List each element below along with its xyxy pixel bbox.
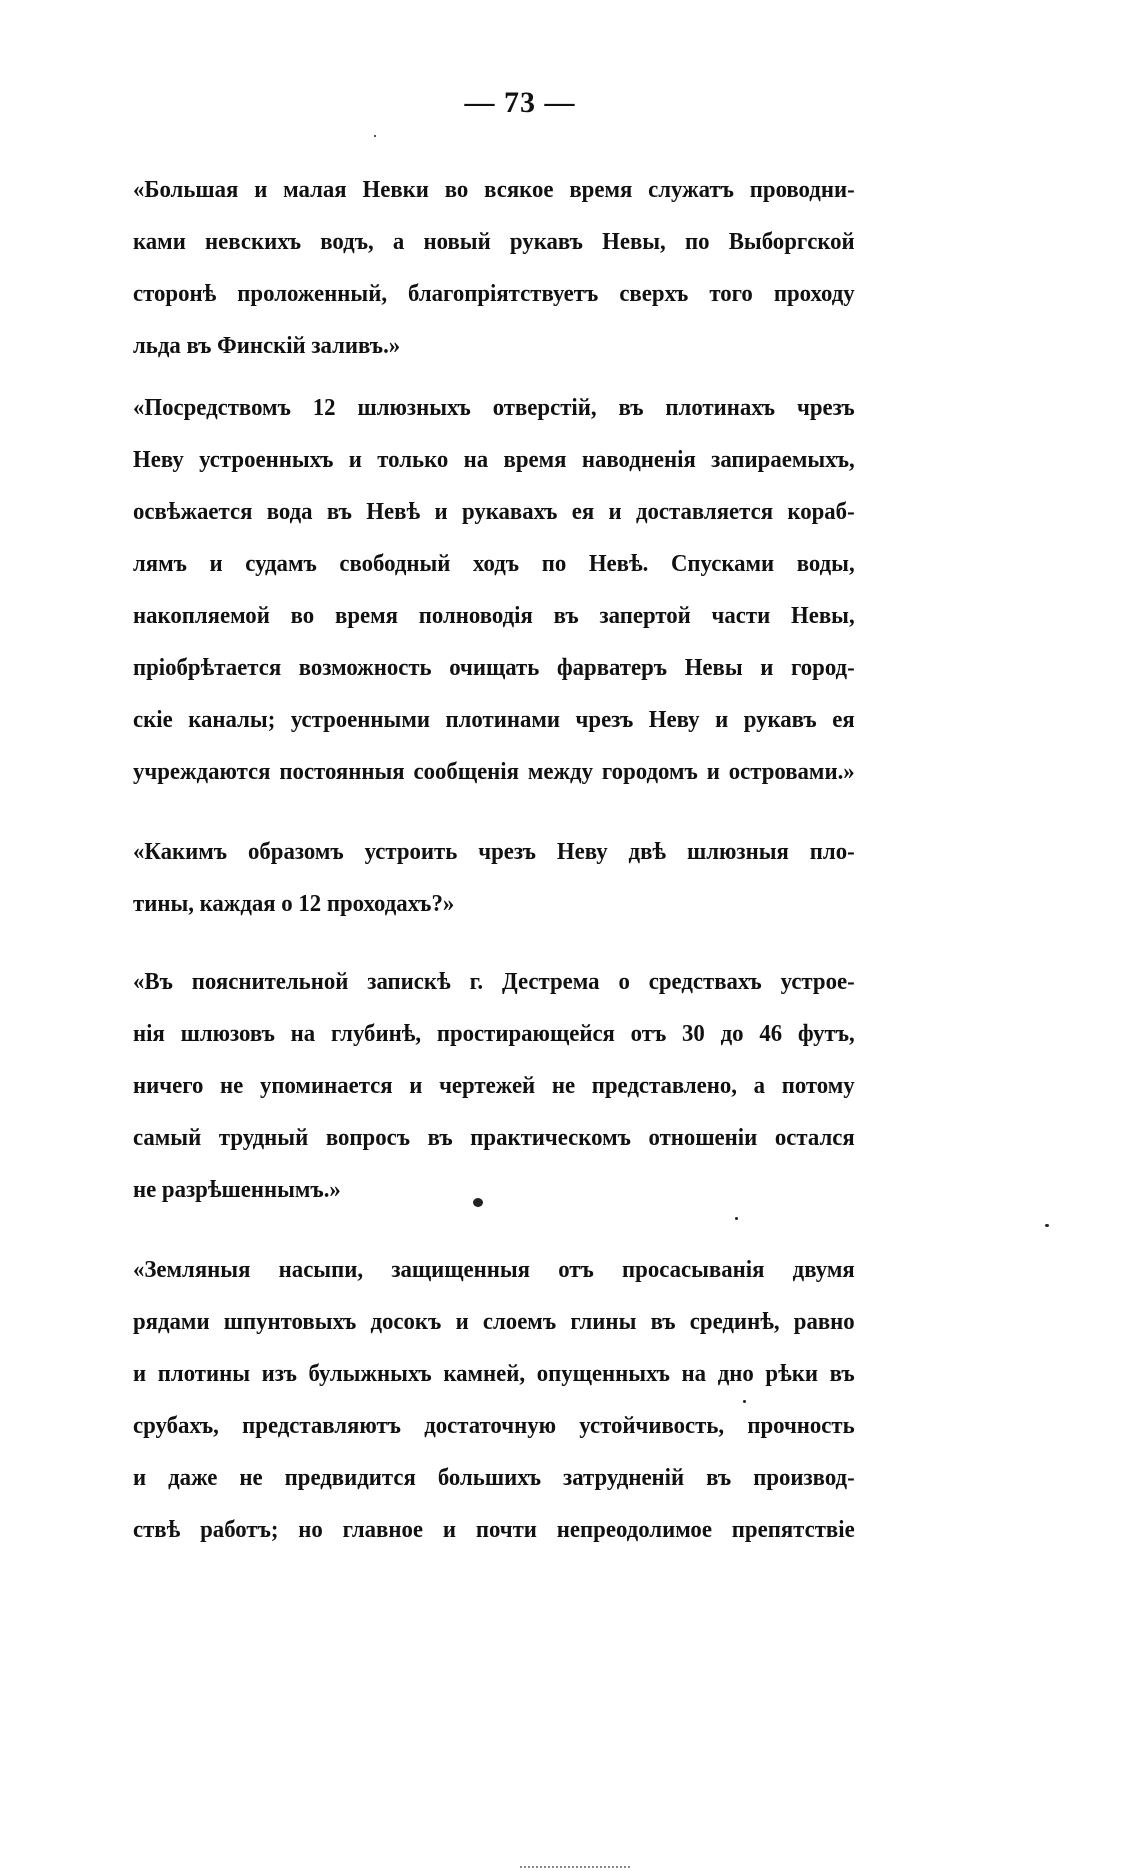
text-line: лямъ и судамъ свободный ходъ по Невѣ. Спусками воды, bbox=[133, 550, 855, 577]
text-line: накопляемой во время полноводія въ запертой части Невы, bbox=[133, 602, 855, 629]
text-line: ничего не упоминается и чертежей не представлено, а потому bbox=[133, 1072, 855, 1099]
text-line: сторонѣ проложенный, благопріятствуетъ сверхъ того проходу bbox=[133, 280, 855, 307]
text-line: тины, каждая о 12 проходахъ?» bbox=[133, 890, 455, 917]
ink-speck bbox=[1045, 1224, 1049, 1227]
page-number: — 73 — bbox=[464, 86, 576, 119]
ink-speck bbox=[374, 135, 376, 137]
ink-speck bbox=[743, 1400, 746, 1403]
ink-speck bbox=[473, 1198, 483, 1207]
paragraph-4 bbox=[133, 956, 855, 1216]
paragraph-1 bbox=[133, 164, 855, 372]
text-line: «Большая и малая Невки во всякое время служатъ проводни- bbox=[133, 176, 855, 203]
text-line: и даже не предвидится большихъ затрудненій въ производ- bbox=[133, 1464, 855, 1491]
text-line: не разрѣшеннымъ.» bbox=[133, 1176, 341, 1203]
paragraph-5 bbox=[133, 1244, 855, 1556]
bottom-edge-marks bbox=[520, 1866, 630, 1872]
text-line: освѣжается вода въ Невѣ и рукавахъ ея и доставляется кораб- bbox=[133, 498, 855, 525]
text-line: ками невскихъ водъ, а новый рукавъ Невы, по Выборгской bbox=[133, 228, 855, 255]
text-line: скіе каналы; устроенными плотинами чрезъ Неву и рукавъ ея bbox=[133, 706, 855, 733]
text-line: «Земляныя насыпи, защищенныя отъ просасыванія двумя bbox=[133, 1256, 855, 1283]
text-line: срубахъ, представляютъ достаточную устойчивость, прочность bbox=[133, 1412, 855, 1439]
text-line: и плотины изъ булыжныхъ камней, опущенныхъ на дно рѣки въ bbox=[133, 1360, 855, 1387]
text-line: Неву устроенныхъ и только на время наводненія запираемыхъ, bbox=[133, 446, 855, 473]
text-line: «Посредствомъ 12 шлюзныхъ отверстій, въ плотинахъ чрезъ bbox=[133, 394, 855, 421]
text-line: самый трудный вопросъ въ практическомъ отношеніи остался bbox=[133, 1124, 855, 1151]
paragraph-2 bbox=[133, 382, 855, 798]
text-line: нія шлюзовъ на глубинѣ, простирающейся отъ 30 до 46 футъ, bbox=[133, 1020, 855, 1047]
text-line: «Какимъ образомъ устроить чрезъ Неву двѣ шлюзныя пло- bbox=[133, 838, 855, 865]
text-line: ствѣ работъ; но главное и почти непреодолимое препятствіе bbox=[133, 1516, 855, 1543]
text-line: рядами шпунтовыхъ досокъ и слоемъ глины въ срединѣ, равно bbox=[133, 1308, 855, 1335]
ink-speck bbox=[735, 1217, 738, 1220]
text-line: «Въ пояснительной запискѣ г. Дестрема о средствахъ устрое- bbox=[133, 968, 855, 995]
text-line: льда въ Финскій заливъ.» bbox=[133, 332, 401, 359]
paragraph-3 bbox=[133, 826, 855, 930]
text-line: учреждаются постоянныя сообщенія между городомъ и островами.» bbox=[133, 758, 855, 785]
text-line: пріобрѣтается возможность очищать фарватеръ Невы и город- bbox=[133, 654, 855, 681]
